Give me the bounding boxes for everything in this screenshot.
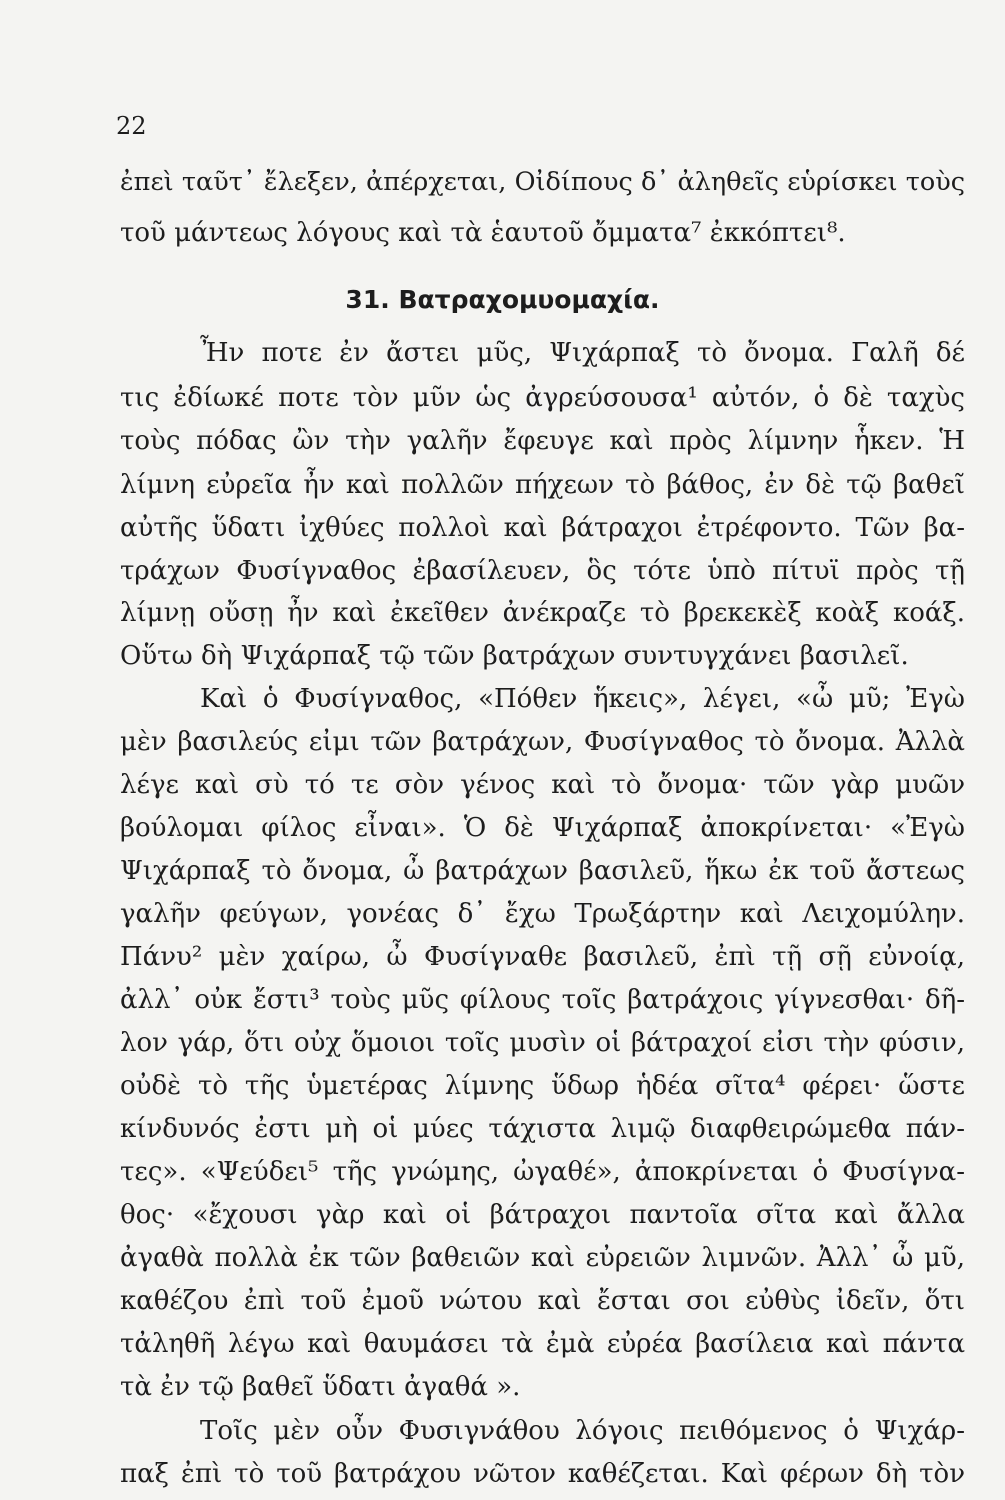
- text-line: λον γάρ, ὅτι οὐχ ὅμοιοι τοῖς μυσὶν οἱ βάτραχοί εἰσι τὴν φύσιν,: [120, 1028, 965, 1058]
- text-line: τοὺς πόδας ὢν τὴν γαλῆν ἔφευγε καὶ πρὸς λίμνην ἧκεν. Ἡ: [120, 426, 965, 456]
- text-line: τράχων Φυσίγναθος ἐβασίλευεν, ὃς τότε ὑπὸ πίτυϊ πρὸς τῇ: [120, 556, 965, 586]
- text-line: παξ ἐπὶ τὸ τοῦ βατράχου νῶτον καθέζεται. Καὶ φέρων δὴ τὸν: [120, 1459, 965, 1489]
- text-line: αὐτῆς ὕδατι ἰχθύες πολλοὶ καὶ βάτραχοι ἐτρέφοντο. Τῶν βα-: [120, 513, 965, 543]
- text-line: τὰ ἐν τῷ βαθεῖ ὕδατι ἀγαθά ».: [120, 1372, 521, 1402]
- text-line: λίμνη εὐρεῖα ἦν καὶ πολλῶν πήχεων τὸ βάθος, ἐν δὲ τῷ βαθεῖ: [120, 470, 965, 500]
- text-line: λίμνῃ οὔσῃ ἦν καὶ ἐκεῖθεν ἀνέκραζε τὸ βρεκεκὲξ κοὰξ κοάξ.: [120, 598, 965, 628]
- text-line: τις ἐδίωκέ ποτε τὸν μῦν ὡς ἀγρεύσουσα¹ αὐτόν, ὁ δὲ ταχὺς: [120, 383, 965, 413]
- text-line: Ψιχάρπαξ τὸ ὄνομα, ὦ βατράχων βασιλεῦ, ἥκω ἐκ τοῦ ἄστεως: [120, 856, 965, 886]
- text-line: Οὕτω δὴ Ψιχάρπαξ τῷ τῶν βατράχων συντυγχάνει βασιλεῖ.: [120, 641, 909, 671]
- text-line: τοῦ μάντεως λόγους καὶ τὰ ἑαυτοῦ ὄμματα⁷ ἐκκόπτει⁸.: [120, 218, 846, 248]
- text-line: κίνδυνός ἐστι μὴ οἱ μύες τάχιστα λιμῷ διαφθειρώμεθα πάν-: [120, 1114, 965, 1144]
- text-line: ἐπεὶ ταῦτ᾽ ἔλεξεν, ἀπέρχεται, Οἰδίπους δ᾽ ἀληθεῖς εὑρίσκει τοὺς: [120, 167, 965, 197]
- text-line: μὲν βασιλεύς εἰμι τῶν βατράχων, Φυσίγναθος τὸ ὄνομα. Ἀλλὰ: [120, 727, 965, 757]
- text-line: τἀληθῆ λέγω καὶ θαυμάσει τὰ ἐμὰ εὐρέα βασίλεια καὶ πάντα: [120, 1329, 965, 1359]
- text-line: βούλομαι φίλος εἶναι». Ὁ δὲ Ψιχάρπαξ ἀποκρίνεται· «Ἐγὼ: [120, 813, 965, 843]
- text-line: καθέζου ἐπὶ τοῦ ἐμοῦ νώτου καὶ ἔσται σοι εὐθὺς ἰδεῖν, ὅτι: [120, 1286, 965, 1316]
- text-line: Ἦν ποτε ἐν ἄστει μῦς, Ψιχάρπαξ τὸ ὄνομα. Γαλῆ δέ: [200, 338, 965, 368]
- text-line: λέγε καὶ σὺ τό τε σὸν γένος καὶ τὸ ὄνομα· τῶν γὰρ μυῶν: [120, 770, 965, 800]
- text-line: Τοῖς μὲν οὖν Φυσιγνάθου λόγοις πειθόμενος ὁ Ψιχάρ-: [200, 1416, 965, 1446]
- text-line: ἀγαθὰ πολλὰ ἐκ τῶν βαθειῶν καὶ εὐρειῶν λιμνῶν. Ἀλλ᾽ ὦ μῦ,: [120, 1243, 965, 1273]
- text-line: Πάνυ² μὲν χαίρω, ὦ Φυσίγναθε βασιλεῦ, ἐπὶ τῇ σῇ εὐνοίᾳ,: [120, 942, 965, 972]
- text-line: ἀλλ᾽ οὐκ ἔστι³ τοὺς μῦς φίλους τοῖς βατράχοις γίγνεσθαι· δῆ-: [120, 985, 965, 1015]
- page-number: 22: [116, 112, 147, 140]
- section-heading: [0, 285, 1005, 314]
- section-title: Βατραχομυομαχία.: [398, 285, 660, 314]
- text-line: τες». «Ψεύδει⁵ τῆς γνώμης, ὠγαθέ», ἀποκρίνεται ὁ Φυσίγνα-: [120, 1157, 965, 1187]
- text-line: οὐδὲ τὸ τῆς ὑμετέρας λίμνης ὕδωρ ἡδέα σῖτα⁴ φέρει· ὥστε: [120, 1071, 965, 1101]
- text-line: γαλῆν φεύγων, γονέας δ᾽ ἔχω Τρωξάρτην καὶ Λειχομύλην.: [120, 899, 965, 929]
- text-line: θος· «ἔχουσι γὰρ καὶ οἱ βάτραχοι παντοῖα σῖτα καὶ ἄλλα: [120, 1200, 965, 1230]
- text-line: Καὶ ὁ Φυσίγναθος, «Πόθεν ἥκεις», λέγει, «ὦ μῦ; Ἐγὼ: [200, 684, 965, 714]
- section-number: 31.: [345, 285, 390, 314]
